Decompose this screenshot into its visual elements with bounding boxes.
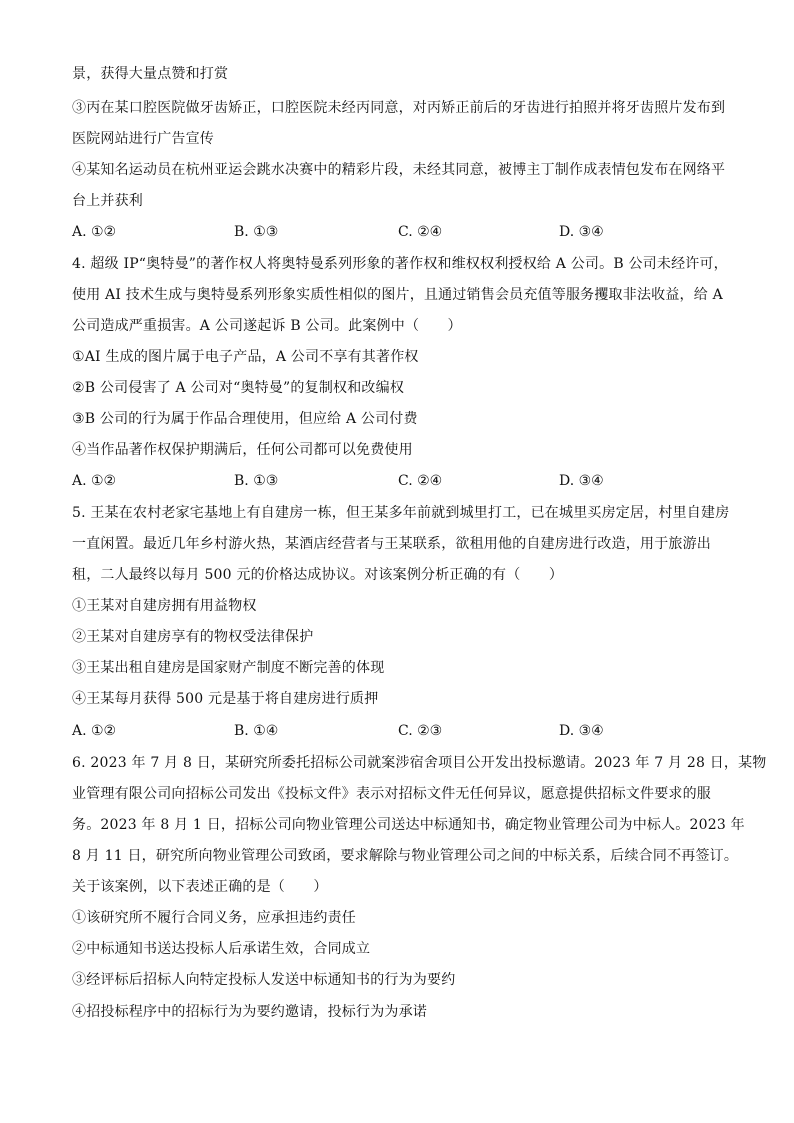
q5-option-c: C. ②③: [398, 723, 443, 739]
q5-item-1: ①王某对自建房拥有用益物权: [72, 598, 257, 614]
q6-item-2: ②中标通知书送达投标人后承诺生效，合同成立: [72, 941, 371, 957]
q6-stem-line: 8 月 11 日，研究所向物业管理公司致函，要求解除与物业管理公司之间的中标关系，后续合同不再签订。: [72, 848, 739, 864]
q3-text-line: 景，获得大量点赞和打赏: [72, 66, 229, 82]
q5-option-d: D. ③④: [559, 723, 604, 739]
q5-item-3: ③王某出租自建房是国家财产制度不断完善的体现: [72, 660, 385, 676]
q3-option-d: D. ③④: [559, 224, 604, 240]
q4-option-c: C. ②④: [398, 473, 443, 489]
q3-option-a: A. ①②: [72, 224, 117, 240]
q3-item-3: ③丙在某口腔医院做牙齿矫正，口腔医院未经丙同意，对丙矫正前后的牙齿进行拍照并将牙齿照片发布到: [72, 100, 726, 116]
q5-option-a: A. ①②: [72, 723, 117, 739]
q5-option-b: B. ①④: [234, 723, 279, 739]
q3-option-b: B. ①③: [234, 224, 279, 240]
q6-item-4: ④招投标程序中的招标行为为要约邀请，投标行为为承诺: [72, 1004, 427, 1020]
q4-stem-line: 公司造成严重损害。A 公司遂起诉 B 公司。此案例中（ ）: [72, 318, 462, 334]
q5-item-2: ②王某对自建房享有的物权受法律保护: [72, 629, 314, 645]
q6-stem-line: 务。2023 年 8 月 1 日，招标公司向物业管理公司送达中标通知书，确定物业管理公司为中标人。2023 年: [72, 817, 745, 833]
q4-stem-line: 4. 超级 IP“奥特曼”的著作权人将奥特曼系列形象的著作权和维权权利授权给 A 公司。B 公司未经许可，: [72, 256, 728, 272]
q6-stem-line: 6. 2023 年 7 月 8 日，某研究所委托招标公司就案涉宿舍项目公开发出投标邀请。2023 年 7 月 28 日，某物: [72, 755, 767, 771]
q3-text-line: 台上并获利: [72, 193, 143, 209]
q4-stem-line: 使用 AI 技术生成与奥特曼系列形象实质性相似的图片，且通过销售会员充值等服务攫取非法收益，给 A: [72, 287, 723, 303]
q4-option-a: A. ①②: [72, 473, 117, 489]
q6-stem-line: 关于该案例，以下表述正确的是（ ）: [72, 879, 328, 895]
q6-item-1: ①该研究所不履行合同义务，应承担违约责任: [72, 910, 356, 926]
q5-stem-line: 一直闲置。最近几年乡村游火热，某酒店经营者与王某联系，欲租用他的自建房进行改造，用于旅游出: [72, 536, 711, 552]
q3-option-c: C. ②④: [398, 224, 443, 240]
q4-item-1: ①AI 生成的图片属于电子产品，A 公司不享有其著作权: [72, 349, 419, 365]
q6-stem-line: 业管理有限公司向招标公司发出《投标文件》表示对招标文件无任何异议，愿意提供招标文件要求的服: [72, 786, 711, 802]
q5-stem-line: 5. 王某在农村老家宅基地上有自建房一栋，但王某多年前就到城里打工，已在城里买房定居，村里自建房: [72, 505, 730, 521]
q4-item-3: ③B 公司的行为属于作品合理使用，但应给 A 公司付费: [72, 411, 418, 427]
q4-item-4: ④当作品著作权保护期满后，任何公司都可以免费使用: [72, 442, 413, 458]
q3-text-line: 医院网站进行广告宣传: [72, 131, 214, 147]
q4-option-b: B. ①③: [234, 473, 279, 489]
q6-item-3: ③经评标后招标人向特定投标人发送中标通知书的行为为要约: [72, 972, 456, 988]
q5-stem-line: 租，二人最终以每月 500 元的价格达成协议。对该案例分析正确的有（ ）: [72, 567, 564, 583]
q5-item-4: ④王某每月获得 500 元是基于将自建房进行质押: [72, 691, 379, 707]
q4-option-d: D. ③④: [559, 473, 604, 489]
q4-item-2: ②B 公司侵害了 A 公司对“奥特曼”的复制权和改编权: [72, 380, 405, 396]
q3-item-4: ④某知名运动员在杭州亚运会跳水决赛中的精彩片段，未经其同意，被博主丁制作成表情包发布在网络平: [72, 162, 726, 178]
